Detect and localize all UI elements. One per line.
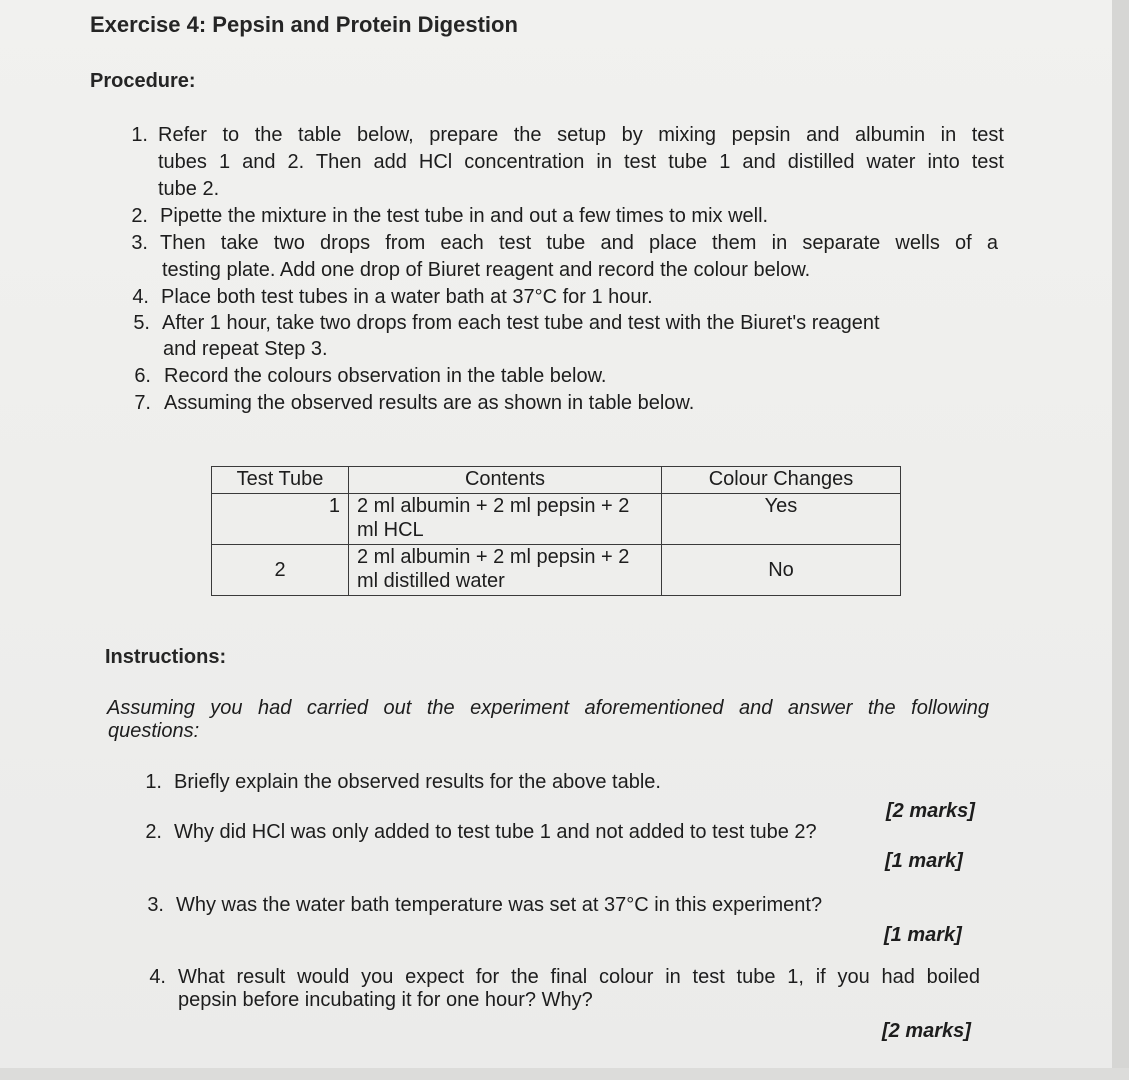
page-bottom-edge xyxy=(0,1068,1129,1080)
procedure-heading: Procedure: xyxy=(90,70,196,92)
contents-line: 2 ml albumin + 2 ml pepsin + 2 xyxy=(357,495,630,517)
results-table xyxy=(211,466,901,596)
question-text: Briefly explain the observed results for the above table. xyxy=(174,771,661,793)
step-text: testing plate. Add one drop of Biuret reagent and record the colour below. xyxy=(162,259,811,281)
contents-line: 2 ml albumin + 2 ml pepsin + 2 xyxy=(357,546,630,568)
question-number: 3. xyxy=(147,894,164,916)
question-number: 2. xyxy=(145,821,162,843)
question-marks: [1 mark] xyxy=(884,924,962,946)
step-text: Assuming the observed results are as shown in table below. xyxy=(164,392,695,414)
step-number: 4. xyxy=(132,286,149,308)
question-text: Why did HCl was only added to test tube 1 and not added to test tube 2? xyxy=(174,821,817,843)
header-colour-changes: Colour Changes xyxy=(662,467,901,494)
exercise-title: Exercise 4: Pepsin and Protein Digestion xyxy=(90,12,518,37)
step-text: Refer to the table below, prepare the setup by mixing pepsin and albumin in test xyxy=(158,124,1004,146)
step-number: 6. xyxy=(134,365,151,387)
question-number: 4. xyxy=(149,966,166,988)
question-text: pepsin before incubating it for one hour? Why? xyxy=(178,989,593,1011)
step-text: Pipette the mixture in the test tube in and out a few times to mix well. xyxy=(160,205,769,227)
question-marks: [2 marks] xyxy=(882,1020,971,1042)
instructions-text: questions: xyxy=(108,720,200,742)
question-marks: [1 mark] xyxy=(885,850,963,872)
question-marks: [2 marks] xyxy=(886,800,975,822)
header-contents: Contents xyxy=(349,467,662,494)
cell-colour-change: Yes xyxy=(662,494,901,545)
step-text: Place both test tubes in a water bath at 37°C for 1 hour. xyxy=(161,286,653,308)
step-text: Record the colours observation in the table below. xyxy=(164,365,607,387)
header-test-tube: Test Tube xyxy=(212,467,349,494)
step-text: tubes 1 and 2. Then add HCl concentration in test tube 1 and distilled water into test xyxy=(158,151,1004,173)
table-row xyxy=(212,545,901,596)
cell-colour-change: No xyxy=(662,545,901,596)
page-edge xyxy=(1112,0,1129,1080)
step-number: 1. xyxy=(131,124,148,146)
step-text: Then take two drops from each test tube and place them in separate wells of a xyxy=(160,232,998,254)
question-text: What result would you expect for the final colour in test tube 1, if you had boiled xyxy=(178,966,980,988)
step-number: 5. xyxy=(133,312,150,334)
question-text: Why was the water bath temperature was set at 37°C in this experiment? xyxy=(176,894,823,916)
step-text: and repeat Step 3. xyxy=(163,338,328,360)
instructions-text: Assuming you had carried out the experiment aforementioned and answer the following xyxy=(107,697,989,719)
table-header-row xyxy=(212,467,901,494)
contents-line: ml distilled water xyxy=(357,570,505,592)
cell-contents xyxy=(349,494,662,545)
cell-contents xyxy=(349,545,662,596)
step-number: 7. xyxy=(134,392,151,414)
cell-test-tube: 2 xyxy=(212,545,349,596)
instructions-heading: Instructions: xyxy=(105,646,227,668)
cell-test-tube: 1 xyxy=(212,494,349,545)
step-number: 2. xyxy=(131,205,148,227)
table-row xyxy=(212,494,901,545)
step-text: After 1 hour, take two drops from each test tube and test with the Biuret's reagent xyxy=(162,312,880,334)
contents-line: ml HCL xyxy=(357,519,424,541)
question-number: 1. xyxy=(145,771,162,793)
step-text: tube 2. xyxy=(158,178,220,200)
step-number: 3. xyxy=(131,232,148,254)
